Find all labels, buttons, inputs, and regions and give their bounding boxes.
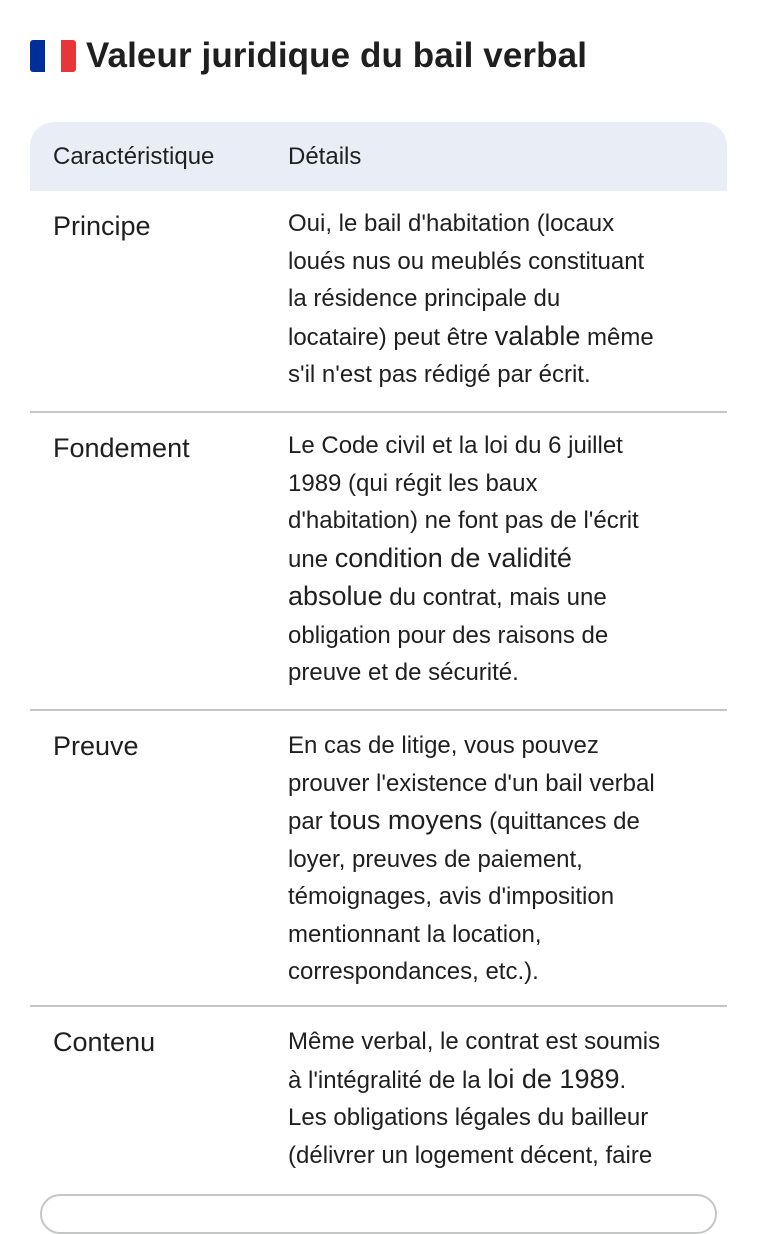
details-text: Les obligations légales du bailleur: [288, 1104, 649, 1131]
table-body: [30, 191, 727, 1174]
details-text: d'habitation) ne font pas de l'écrit: [288, 507, 639, 534]
details-line: [288, 617, 718, 655]
table-row: [30, 1007, 727, 1174]
details-text: Même verbal, le contrat est soumis: [288, 1028, 661, 1055]
french-flag-icon: [30, 40, 76, 72]
details-text: locataire) peut être: [288, 323, 495, 351]
details-line: [288, 654, 718, 692]
details-line: [288, 540, 718, 579]
details-text: loyer, preuves de paiement,: [288, 845, 583, 873]
details-line: [288, 578, 718, 617]
emphasized-text: tous moyens: [329, 805, 483, 835]
details-text: En cas de litige, vous pouvez: [288, 732, 599, 759]
details-line: [288, 427, 718, 465]
row-label: Contenu: [53, 1027, 156, 1057]
row-details: [288, 413, 718, 709]
details-line: [288, 1023, 718, 1061]
table-row: [30, 711, 727, 1007]
column-header-caracteristique: Caractéristique: [53, 142, 215, 170]
table-row: [30, 191, 727, 413]
details-line: [288, 841, 718, 879]
column-header-details: Détails: [288, 142, 362, 170]
emphasized-text: loi de 1989: [487, 1063, 620, 1094]
table-row: [30, 413, 727, 711]
row-details: [288, 711, 718, 1005]
details-text: une: [288, 545, 335, 573]
details-text: Le Code civil et la loi du 6 juillet: [288, 432, 623, 459]
details-text: (délivrer un logement décent, faire: [288, 1141, 653, 1169]
row-label: Fondement: [53, 433, 190, 463]
details-text: preuve et de sécurité.: [288, 659, 519, 686]
details-line: [288, 1061, 718, 1100]
details-text: du contrat, mais une: [382, 584, 607, 611]
section-title: Valeur juridique du bail verbal: [86, 36, 588, 75]
details-line: [288, 356, 718, 394]
row-details: [288, 191, 718, 411]
row-label: Principe: [53, 211, 151, 241]
details-text: même: [580, 323, 654, 351]
details-line: [288, 280, 718, 318]
details-text: à l'intégralité de la: [288, 1066, 488, 1094]
details-line: [288, 916, 718, 954]
details-line: [288, 802, 718, 841]
data-table: [30, 122, 727, 1174]
row-details: [288, 1007, 718, 1174]
details-text: obligation pour des raisons de: [288, 621, 609, 649]
details-line: [288, 205, 718, 243]
details-line: [288, 953, 718, 991]
details-text: .: [619, 1066, 627, 1094]
details-text: Oui, le bail d'habitation (locaux: [288, 210, 615, 237]
details-line: [288, 318, 718, 357]
details-text: par: [288, 808, 330, 835]
details-line: [288, 465, 718, 503]
table-header-row: [30, 122, 727, 191]
details-line: [288, 1137, 718, 1175]
details-text: s'il n'est pas rédigé par écrit.: [288, 361, 591, 388]
details-line: [288, 243, 718, 281]
emphasized-text: valable: [494, 320, 581, 351]
input-bar[interactable]: [40, 1194, 717, 1234]
details-text: loués nus ou meublés constituant: [288, 247, 645, 275]
emphasized-text: absolue: [288, 581, 383, 611]
details-text: correspondances, etc.).: [288, 958, 539, 985]
details-line: [288, 727, 718, 765]
section-heading: [30, 36, 587, 76]
details-text: mentionnant la location,: [288, 920, 542, 948]
details-text: 1989 (qui régit les baux: [288, 469, 538, 497]
details-text: la résidence principale du: [288, 285, 561, 312]
details-line: [288, 1099, 718, 1137]
details-line: [288, 878, 718, 916]
details-text: témoignages, avis d'imposition: [288, 883, 615, 910]
details-line: [288, 765, 718, 803]
details-text: (quittances de: [482, 808, 640, 835]
details-line: [288, 502, 718, 540]
details-text: prouver l'existence d'un bail verbal: [288, 769, 655, 797]
row-label: Preuve: [53, 731, 139, 761]
emphasized-text: condition de validité: [334, 542, 572, 573]
